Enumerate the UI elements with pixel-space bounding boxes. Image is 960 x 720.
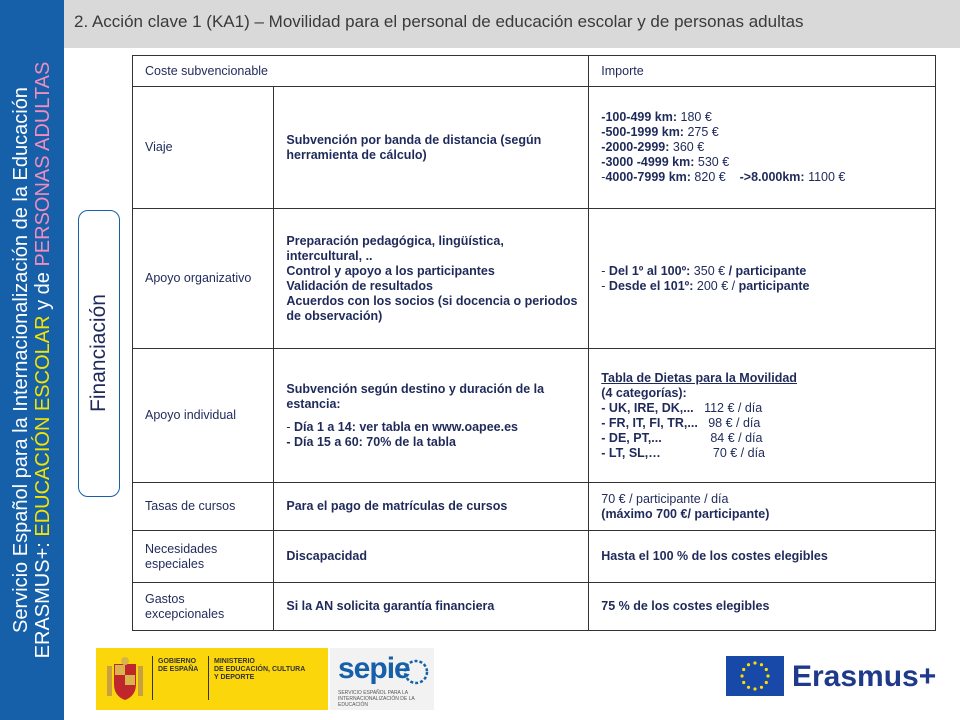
ind-desc-1: Día 1 a 14: ver tabla en www.oapee.es bbox=[294, 419, 518, 434]
org-amount-1: 350 € bbox=[690, 263, 729, 278]
table-row-tasas bbox=[133, 483, 936, 531]
viaje-range-far: ->8.000km: bbox=[739, 170, 805, 184]
section-label-box bbox=[78, 210, 120, 497]
logo-separator-2 bbox=[208, 656, 209, 700]
org-range-1: Del 1º al 100º: bbox=[608, 263, 691, 278]
gobierno-logo bbox=[96, 648, 328, 710]
viaje-amount-far: 1100 € bbox=[804, 170, 846, 184]
row-label-individual: Apoyo individual bbox=[133, 349, 274, 483]
viaje-range-3: -2000-2999: bbox=[601, 140, 670, 154]
ind-country-2: - FR, IT, FI, TR,... bbox=[601, 415, 698, 430]
sidebar bbox=[0, 0, 64, 720]
tasas-importe-1: 70 € / participante / día bbox=[601, 491, 729, 506]
ministerio-line-3: Y DEPORTE bbox=[214, 674, 255, 681]
org-desc-4: Acuerdos con los socios (si docencia o periodos de observación) bbox=[286, 293, 578, 323]
table-row-necesidades bbox=[133, 531, 936, 583]
sidebar-and: y de bbox=[32, 266, 54, 316]
viaje-range-4: -3000 -4999 km: bbox=[601, 155, 695, 169]
gobierno-text bbox=[158, 658, 198, 674]
row-importe-viaje bbox=[589, 87, 936, 209]
ind-country-1: - UK, IRE, DK,... bbox=[601, 400, 694, 415]
coat-of-arms-icon bbox=[106, 656, 144, 702]
sepie-logo bbox=[330, 648, 434, 710]
tasas-importe-2: (máximo 700 €/ participante) bbox=[601, 506, 770, 521]
logo-separator bbox=[152, 656, 153, 700]
table-row-organizativo bbox=[133, 209, 936, 349]
org-desc-1: Preparación pedagógica, lingüística, intercultural, .. bbox=[286, 233, 504, 263]
ministerio-line-2: DE EDUCACIÓN, CULTURA bbox=[214, 666, 306, 673]
sidebar-line-2 bbox=[32, 10, 54, 710]
row-label-tasas: Tasas de cursos bbox=[133, 483, 274, 531]
sidebar-adultas: PERSONAS ADULTAS bbox=[32, 61, 54, 267]
org-unit-1: / participante bbox=[728, 263, 807, 278]
org-range-2: Desde el 101º: bbox=[608, 278, 694, 293]
row-label-viaje: Viaje bbox=[133, 87, 274, 209]
sepie-wordmark: sepie bbox=[338, 652, 410, 685]
page-title: 2. Acción clave 1 (KA1) – Movilidad para el personal de educación escolar y de personas adultas bbox=[74, 12, 804, 31]
row-desc-necesidades: Discapacidad bbox=[274, 531, 589, 583]
ind-country-4: - LT, SL,… bbox=[601, 445, 661, 460]
table-header-row bbox=[133, 56, 936, 87]
row-desc-individual bbox=[274, 349, 589, 483]
erasmus-plus-logo: Erasmus+ bbox=[792, 660, 937, 693]
viaje-prefix-5: - bbox=[601, 170, 606, 184]
gobierno-line-1: GOBIERNO bbox=[158, 658, 197, 665]
gobierno-line-2: DE ESPAÑA bbox=[158, 666, 199, 673]
table-row-individual bbox=[133, 349, 936, 483]
sidebar-escolar: EDUCACIÓN ESCOLAR bbox=[32, 315, 54, 537]
row-importe-excepcionales: 75 % de los costes elegibles bbox=[589, 583, 936, 631]
ind-importe-title: Tabla de Dietas para la Movilidad bbox=[601, 370, 797, 385]
row-label-necesidades: Necesidades especiales bbox=[133, 531, 274, 583]
viaje-amount-5: 820 € bbox=[690, 170, 726, 184]
org-desc-3: Validación de resultados bbox=[286, 278, 433, 293]
row-desc-organizativo bbox=[274, 209, 589, 349]
ind-amount-3: 84 € / día bbox=[661, 430, 763, 445]
ministerio-text bbox=[214, 658, 305, 682]
viaje-range-5: 4000-7999 km: bbox=[605, 170, 691, 184]
row-importe-necesidades: Hasta el 100 % de los costes elegibles bbox=[589, 531, 936, 583]
header-bar bbox=[64, 0, 960, 48]
header-coste: Coste subvencionable bbox=[133, 56, 589, 87]
row-importe-organizativo bbox=[589, 209, 936, 349]
row-label-excepcionales: Gastos excepcionales bbox=[133, 583, 274, 631]
row-importe-tasas bbox=[589, 483, 936, 531]
costs-table bbox=[132, 55, 936, 631]
ind-desc-top: Subvención según destino y duración de la estancia: bbox=[286, 381, 545, 411]
header-importe: Importe bbox=[589, 56, 936, 87]
org-prefix-2: - bbox=[601, 278, 609, 293]
viaje-range-2: -500-1999 km: bbox=[601, 125, 684, 139]
viaje-amount-4: 530 € bbox=[694, 155, 730, 169]
row-desc-excepcionales: Si la AN solicita garantía financiera bbox=[274, 583, 589, 631]
ind-country-3: - DE, PT,... bbox=[601, 430, 662, 445]
ind-amount-1: 112 € / día bbox=[693, 400, 763, 415]
viaje-amount-2: 275 € bbox=[683, 125, 719, 139]
org-desc-2: Control y apoyo a los participantes bbox=[286, 263, 495, 278]
viaje-amount-1: 180 € bbox=[677, 110, 712, 124]
row-desc-tasas: Para el pago de matrículas de cursos bbox=[274, 483, 589, 531]
row-importe-individual bbox=[589, 349, 936, 483]
org-amount-2: 200 € / bbox=[693, 278, 739, 293]
ministerio-line-1: MINISTERIO bbox=[214, 658, 255, 665]
table-row-viaje bbox=[133, 87, 936, 209]
viaje-range-1: -100-499 km: bbox=[601, 110, 678, 124]
org-prefix-1: - bbox=[601, 263, 609, 278]
sepie-subtitle: SERVICIO ESPAÑOL PARA LA INTERNACIONALIZACIÓN DE LA EDUCACIÓN bbox=[338, 690, 415, 708]
org-unit-2: participante bbox=[738, 278, 810, 293]
sidebar-erasmus-prefix: ERASMUS+: bbox=[32, 536, 54, 659]
ind-desc-prefix-1: - bbox=[286, 419, 295, 434]
row-label-organizativo: Apoyo organizativo bbox=[133, 209, 274, 349]
table-row-excepcionales bbox=[133, 583, 936, 631]
ind-amount-2: 98 € / día bbox=[697, 415, 761, 430]
ind-amount-4: 70 € / día bbox=[660, 445, 765, 460]
sidebar-vertical-title bbox=[10, 10, 54, 710]
ind-importe-sub: (4 categorías): bbox=[601, 385, 687, 400]
sepie-circle-icon bbox=[402, 658, 430, 686]
ind-desc-2: - Día 15 a 60: 70% de la tabla bbox=[286, 434, 456, 449]
row-desc-viaje: Subvención por banda de distancia (según herramienta de cálculo) bbox=[274, 87, 589, 209]
eu-flag-icon bbox=[726, 656, 784, 696]
sidebar-line-1: Servicio Español para la Internacionalización de la Educación bbox=[10, 87, 32, 633]
section-label: Financiación bbox=[87, 294, 110, 412]
viaje-amount-3: 360 € bbox=[669, 140, 705, 154]
